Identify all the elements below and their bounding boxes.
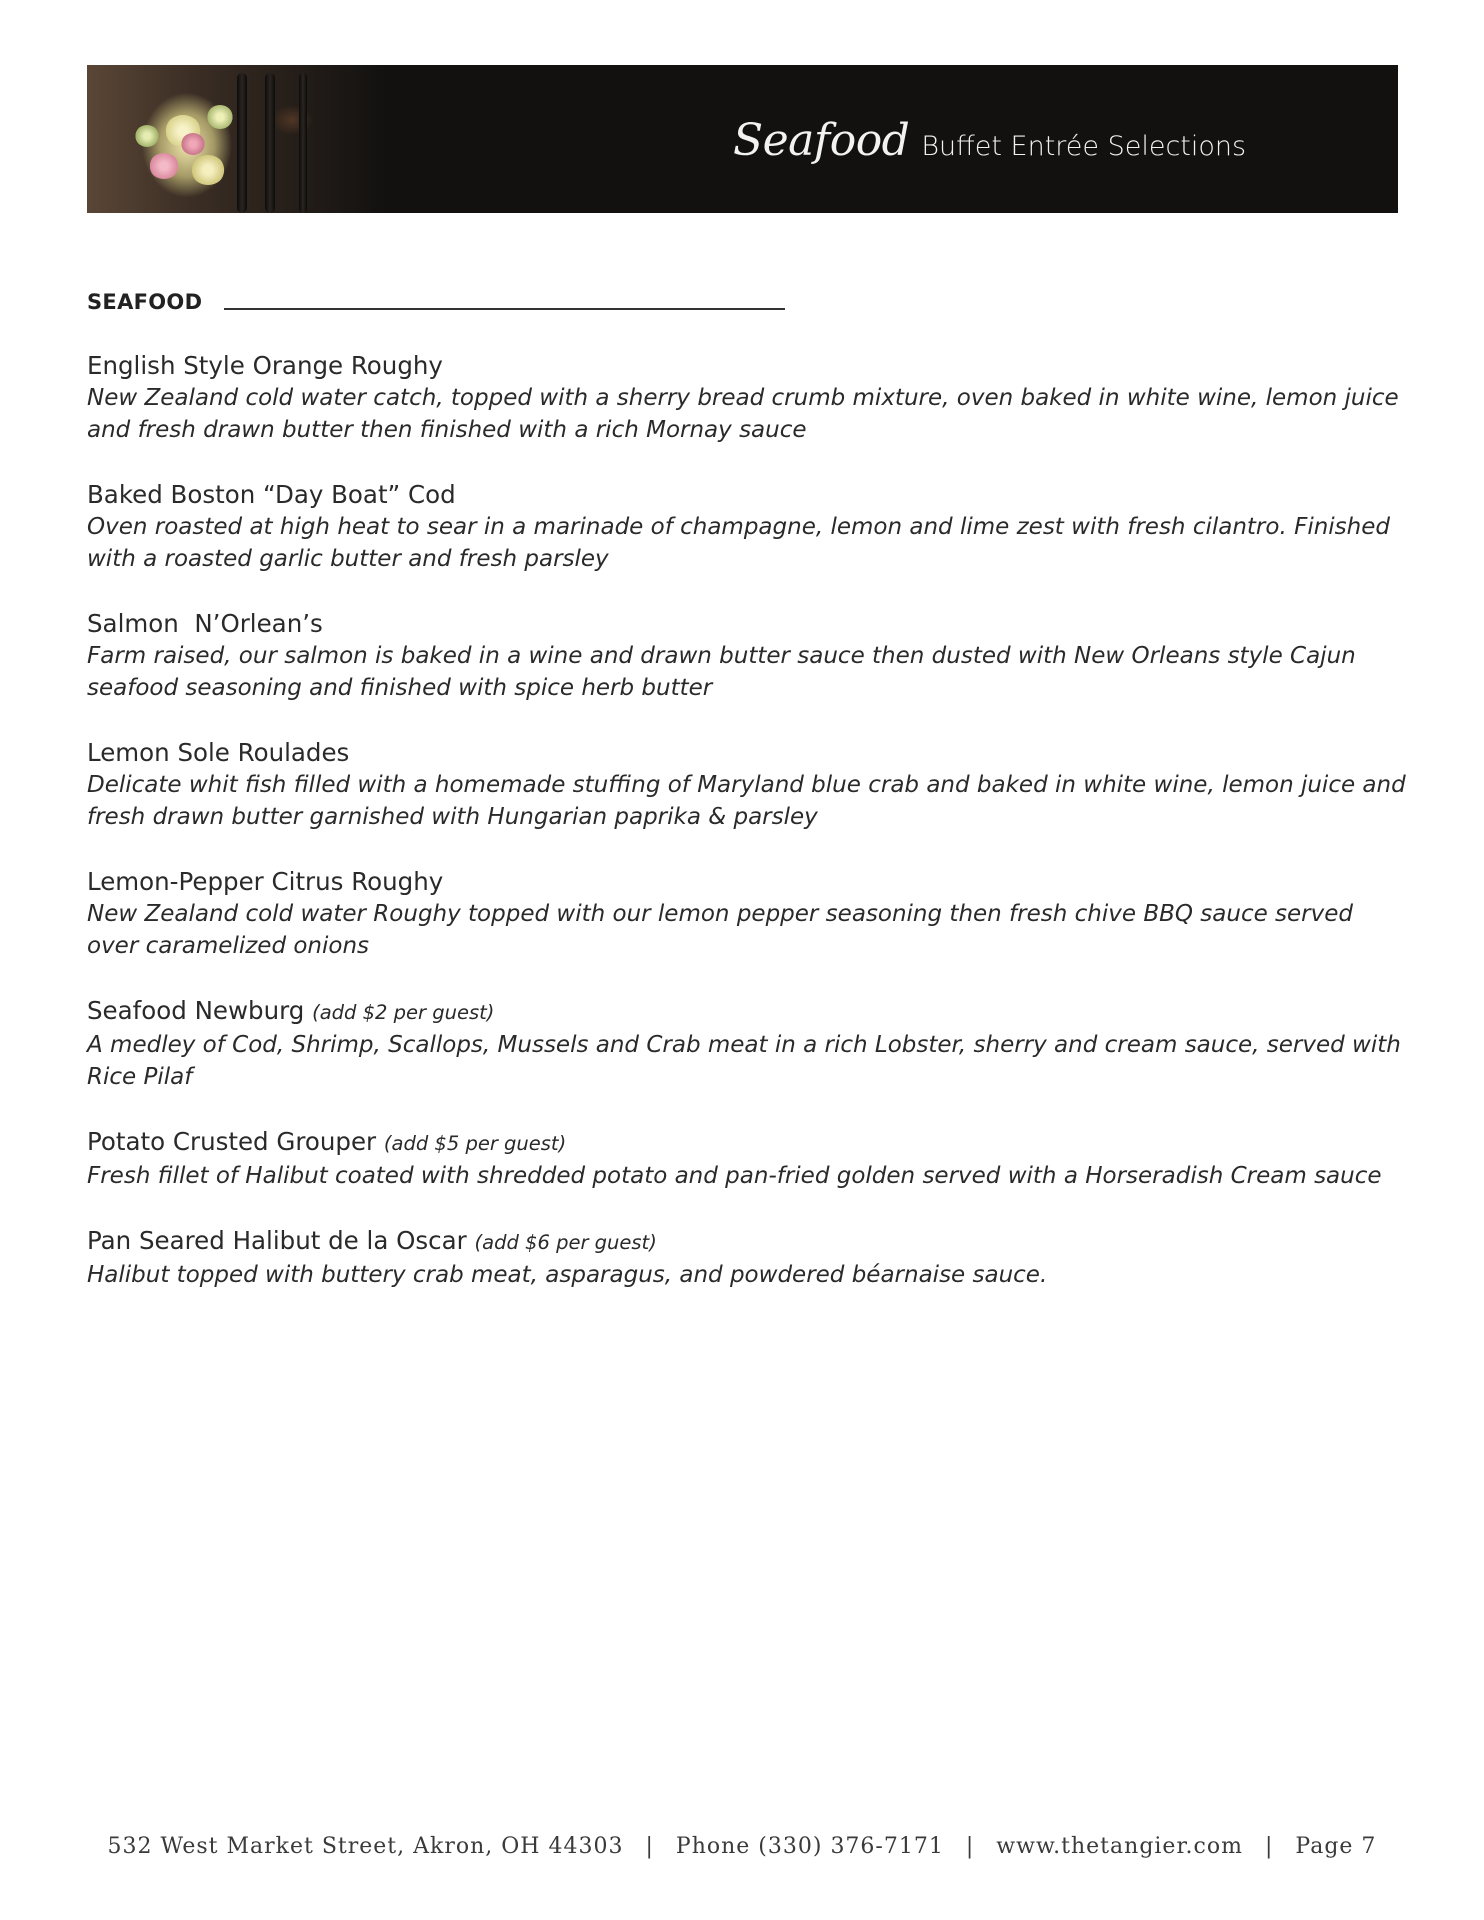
footer-separator: | (1264, 1834, 1274, 1859)
footer-phone: Phone (330) 376-7171 (675, 1834, 944, 1859)
flower-shape (135, 125, 159, 147)
flower-shape (207, 105, 233, 129)
menu-item-name (87, 866, 1407, 898)
menu-item-description: New Zealand cold water Roughy topped with our lemon pepper seasoning then fresh chive BBQ sauce served over caramelized onions (87, 901, 1353, 959)
flower-shape (181, 133, 205, 155)
menu-item-description: New Zealand cold water catch, topped with a sherry bread crumb mixture, oven baked in white wine, lemon juice and fresh drawn butter then finished with a rich Mornay sauce (87, 385, 1399, 443)
menu-item-name-text: Baked Boston “Day Boat” Cod (87, 480, 456, 509)
menu-item-name-text: Pan Seared Halibut de la Oscar (87, 1226, 467, 1255)
footer-address: 532 West Market Street, Akron, OH 44303 (107, 1834, 624, 1859)
menu-item (87, 737, 1407, 833)
banner-title-text: Buffet Entrée Selections (921, 131, 1247, 162)
menu-item-name (87, 995, 1407, 1029)
menu-item-description: Halibut topped with buttery crab meat, asparagus, and powdered béarnaise sauce. (87, 1262, 1048, 1288)
footer-website-link[interactable]: www.thetangier.com (996, 1834, 1243, 1859)
section-label: SEAFOOD (87, 290, 203, 314)
menu-item-name-text: Potato Crusted Grouper (87, 1127, 377, 1156)
banner-title (733, 115, 1246, 175)
section-rule (224, 308, 785, 310)
menu-item-name (87, 737, 1407, 769)
menu-item-list (87, 350, 1407, 1324)
chair-back-shape (265, 73, 275, 213)
section-heading (87, 290, 785, 314)
banner-script-word: Seafood (733, 115, 910, 166)
menu-item (87, 1126, 1407, 1192)
menu-item-description: Oven roasted at high heat to sear in a marinade of champagne, lemon and lime zest with fresh cilantro. Finished with a roasted garlic butter and fresh parsley (87, 514, 1390, 572)
menu-item (87, 866, 1407, 962)
menu-item (87, 995, 1407, 1093)
chair-back-shape (299, 73, 307, 213)
menu-item-name-text: Salmon N’Orlean’s (87, 609, 323, 638)
chair-back-shape (237, 73, 247, 213)
menu-item-name (87, 350, 1407, 382)
menu-item-name (87, 1225, 1407, 1259)
page-footer (0, 1834, 1484, 1859)
footer-page-number: Page 7 (1295, 1834, 1377, 1859)
menu-item (87, 1225, 1407, 1291)
menu-item-description: Farm raised, our salmon is baked in a wine and drawn butter sauce then dusted with New Orleans style Cajun seafood seasoning and finished with spice herb butter (87, 643, 1356, 701)
menu-item (87, 479, 1407, 575)
menu-item-name-text: Lemon Sole Roulades (87, 738, 350, 767)
menu-item-price-note: (add $5 per guest) (383, 1132, 567, 1155)
menu-item (87, 350, 1407, 446)
menu-item (87, 608, 1407, 704)
flower-shape (149, 153, 179, 179)
bouquet-photo (87, 65, 387, 213)
menu-item-name-text: Lemon-Pepper Citrus Roughy (87, 867, 444, 896)
flower-shape (191, 155, 225, 185)
footer-separator: | (965, 1834, 975, 1859)
menu-item-description: A medley of Cod, Shrimp, Scallops, Mussels and Crab meat in a rich Lobster, sherry and cream sauce, served with Rice Pilaf (87, 1032, 1401, 1090)
menu-item-description: Delicate whit fish filled with a homemade stuffing of Maryland blue crab and baked in white wine, lemon juice and fresh drawn butter garnished with Hungarian paprika & parsley (87, 772, 1406, 830)
menu-item-name (87, 608, 1407, 640)
menu-item-price-note: (add $2 per guest) (312, 1001, 495, 1024)
menu-item-name (87, 479, 1407, 511)
menu-item-name-text: English Style Orange Roughy (87, 351, 443, 380)
footer-separator: | (645, 1834, 654, 1859)
header-banner (87, 65, 1398, 213)
menu-item-name-text: Seafood Newburg (87, 996, 305, 1025)
menu-item-price-note: (add $6 per guest) (474, 1231, 657, 1254)
menu-item-description: Fresh fillet of Halibut coated with shredded potato and pan-fried golden served with a Horseradish Cream sauce (87, 1163, 1382, 1189)
menu-item-name (87, 1126, 1407, 1160)
